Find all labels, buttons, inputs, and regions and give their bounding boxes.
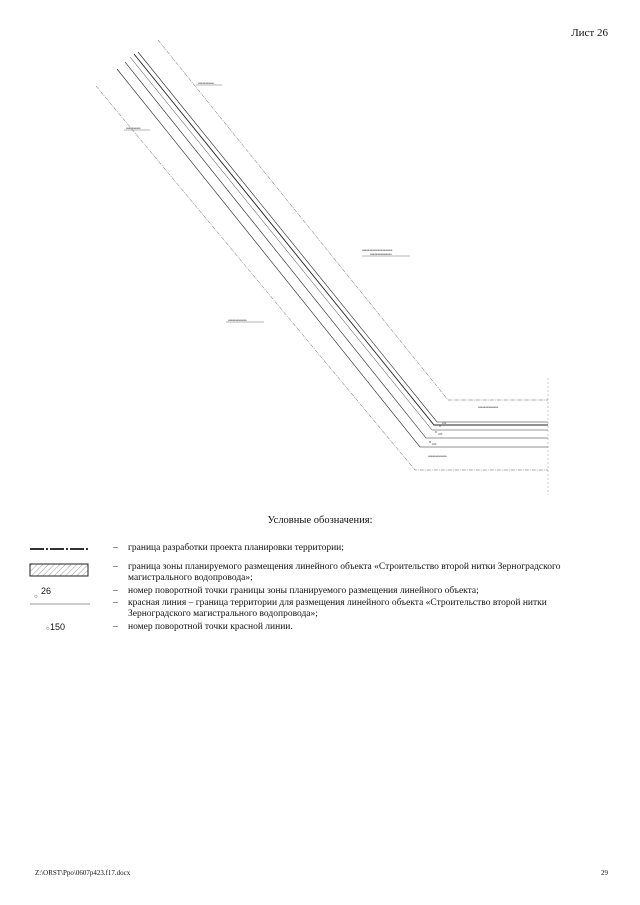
footer-file-path: Z:\ORST\Ppo\0607p423.f17.docx xyxy=(35,869,131,877)
red-line-right xyxy=(138,52,548,422)
legend-text: номер поворотной точки красной линии. xyxy=(128,622,293,632)
sheet-number: Лист 26 xyxy=(571,27,608,39)
drawing-label-2: аааааааааа xyxy=(126,127,141,130)
red-line-symbol xyxy=(28,598,92,612)
point-26-symbol: ○ 26 xyxy=(34,586,52,600)
legend-text: граница разработки проекта планировки территории; xyxy=(128,543,344,553)
legend-text: граница зоны планируемого размещения линейного объекта «Строительство второй нитки Зерноградского магистрального водопровода»; xyxy=(128,562,561,583)
red-line-left xyxy=(117,69,548,447)
legend-title: Условные обозначения: xyxy=(267,515,373,526)
point-150-symbol: ○ 150 xyxy=(46,622,66,632)
point-label-223: 223 xyxy=(438,433,443,436)
boundary-line-outer-right xyxy=(158,40,548,400)
legend-dash: – xyxy=(113,562,118,572)
legend-dash: – xyxy=(113,543,118,553)
zone-line-right-a xyxy=(134,54,548,425)
drawing-label-3: ааааааааааааааааааааа xyxy=(362,249,393,252)
zone-line-center xyxy=(125,62,548,438)
drawing-label-4: ааааааааааааааа xyxy=(370,253,392,256)
legend-dash: – xyxy=(113,598,118,608)
legend-text: номер поворотной точки границы зоны планируемого размещения линейного объекта; xyxy=(128,586,479,596)
boundary-line-outer-left xyxy=(96,86,548,470)
footer-page-number: 29 xyxy=(601,869,608,877)
drawing-label-1: ааааааааааа xyxy=(198,82,214,85)
point-label-224: 224 xyxy=(442,422,447,425)
legend-text: красная линия – граница территории для размещения линейного объекта «Строительство второй нитки Зерноградского магистрального водопровода»; xyxy=(128,598,547,619)
drawing-label-7: ааааааааааааа xyxy=(428,455,447,458)
zone-line-right-b xyxy=(130,57,548,430)
point-150-label: 150 xyxy=(50,622,66,632)
drawing-label-5: ааааааааааааа xyxy=(228,319,247,322)
legend-dash: – xyxy=(113,622,118,632)
point-label-222: 222 xyxy=(432,443,437,446)
legend-dash: – xyxy=(113,586,118,596)
dash-dot-line-symbol xyxy=(28,543,92,557)
drawing-label-6: аааааааааааааа xyxy=(478,406,499,409)
point-26-label: 26 xyxy=(41,586,52,596)
hatched-box-symbol xyxy=(28,562,92,578)
